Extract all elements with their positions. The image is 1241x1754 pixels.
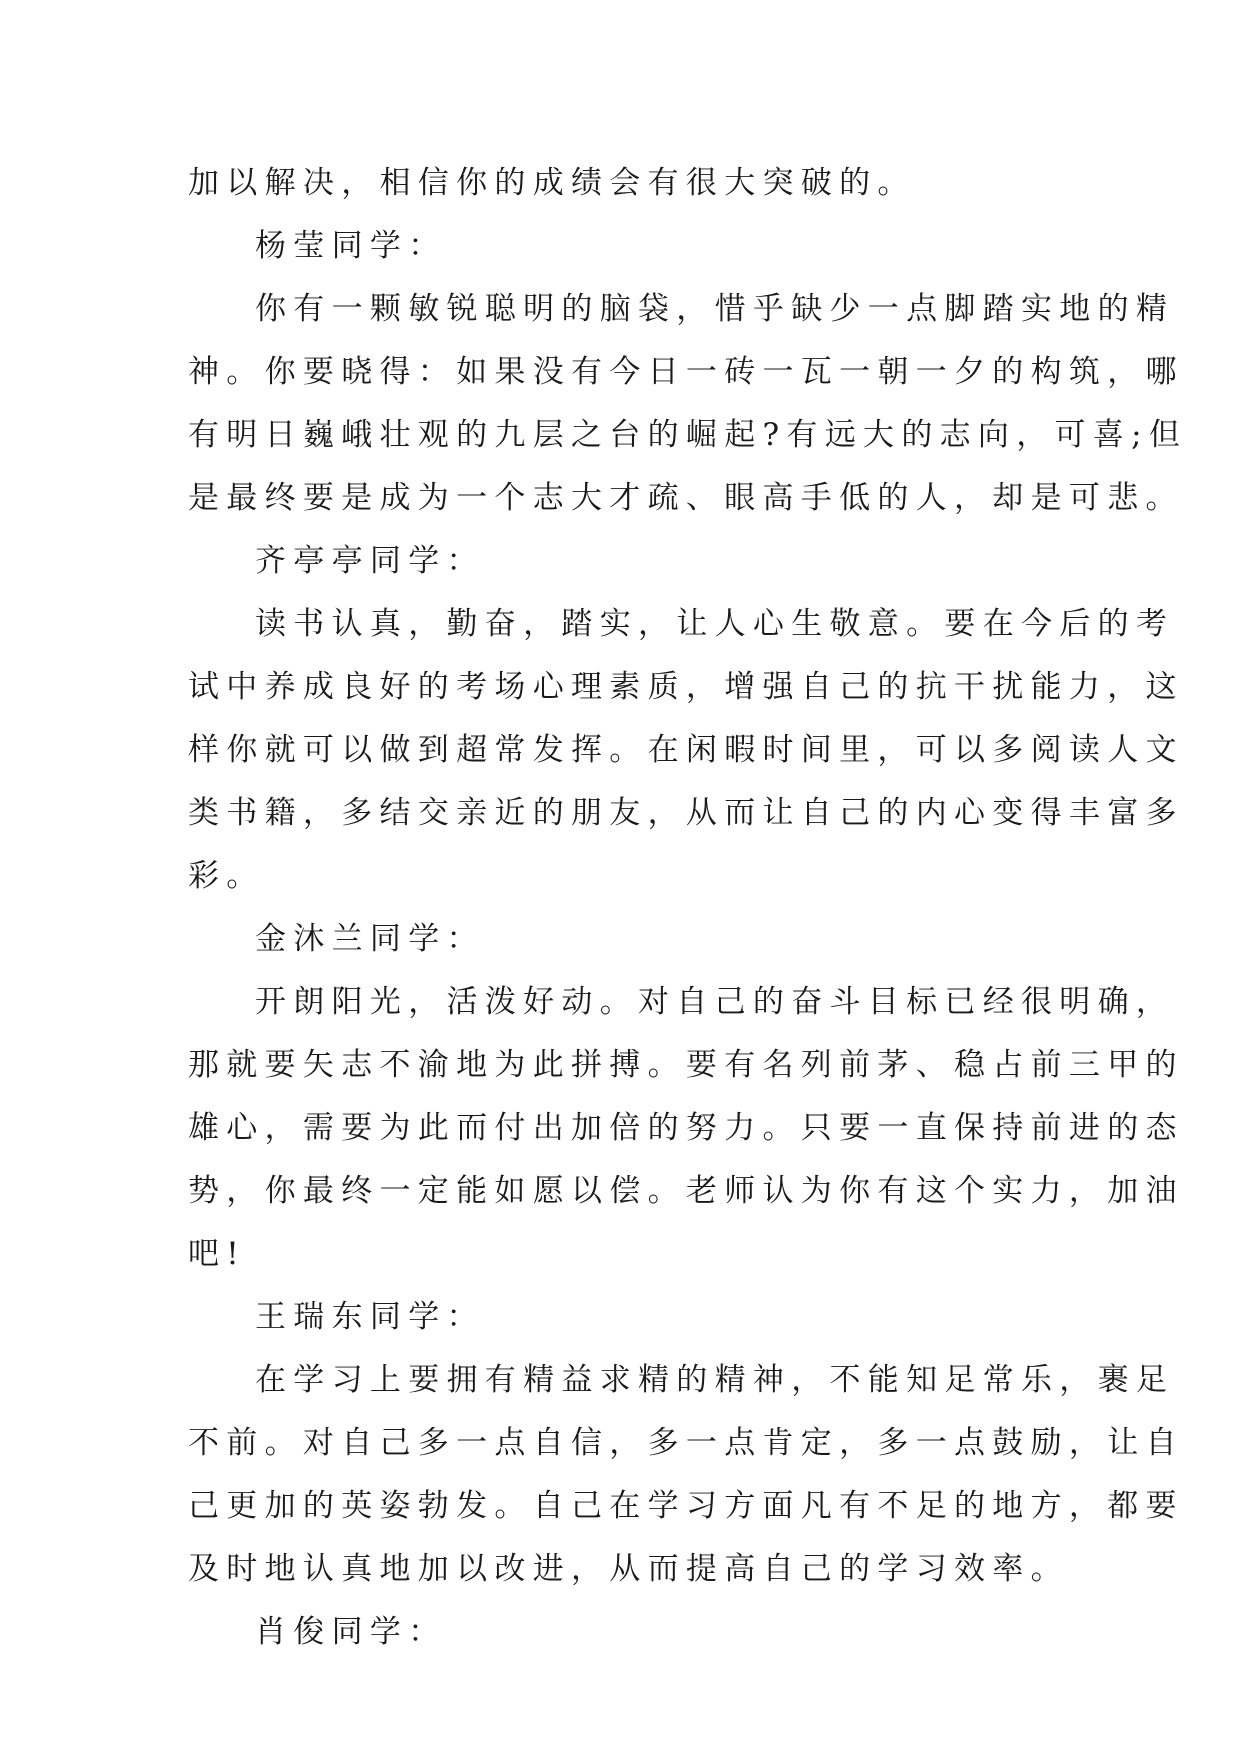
paragraph-line: 在学习上要拥有精益求精的精神，不能知足常乐，裹足 [255, 1362, 1175, 1398]
paragraph-line: 你有一颗敏锐聪明的脑袋，惜乎缺少一点脚踏实地的精 [255, 291, 1175, 327]
paragraph-line: 神。你要晓得：如果没有今日一砖一瓦一朝一夕的构筑，哪 [188, 354, 1184, 390]
paragraph-line: 彩。 [188, 858, 265, 894]
paragraph-line: 吧! [188, 1236, 247, 1272]
paragraph-line: 己更加的英姿勃发。自己在学习方面凡有不足的地方，都要 [188, 1488, 1184, 1524]
paragraph-line: 及时地认真地加以改进，从而提高自己的学习效率。 [188, 1551, 1069, 1587]
paragraph-line: 试中养成良好的考场心理素质，增强自己的抗干扰能力，这 [188, 669, 1184, 705]
paragraph-line: 势，你最终一定能如愿以偿。老师认为你有这个实力，加油 [188, 1173, 1184, 1209]
paragraph-line: 不前。对自己多一点自信，多一点肯定，多一点鼓励，让自 [188, 1425, 1184, 1461]
student-heading-wang-ruidong: 王瑞东同学： [255, 1299, 485, 1335]
student-heading-yang-ying: 杨莹同学： [255, 228, 447, 264]
student-heading-qi-tingting: 齐亭亭同学： [255, 543, 485, 579]
paragraph-line: 读书认真，勤奋，踏实，让人心生敬意。要在今后的考 [255, 606, 1175, 642]
paragraph-line: 那就要矢志不渝地为此拼搏。要有名列前茅、稳占前三甲的 [188, 1047, 1184, 1083]
paragraph-line: 有明日巍峨壮观的九层之台的崛起?有远大的志向，可喜;但 [188, 417, 1188, 453]
paragraph-line: 类书籍，多结交亲近的朋友，从而让自己的内心变得丰富多 [188, 795, 1184, 831]
student-heading-xiao-jun: 肖俊同学： [255, 1614, 447, 1650]
paragraph-line: 样你就可以做到超常发挥。在闲暇时间里，可以多阅读人文 [188, 732, 1184, 768]
paragraph-line: 雄心，需要为此而付出加倍的努力。只要一直保持前进的态 [188, 1110, 1184, 1146]
paragraph-line: 开朗阳光，活泼好动。对自己的奋斗目标已经很明确， [255, 984, 1175, 1020]
student-heading-jin-mulan: 金沐兰同学： [255, 921, 485, 957]
document-page [188, 152, 1188, 1664]
paragraph-line: 加以解决，相信你的成绩会有很大突破的。 [188, 165, 916, 201]
paragraph-line: 是最终要是成为一个志大才疏、眼高手低的人，却是可悲。 [188, 480, 1184, 516]
